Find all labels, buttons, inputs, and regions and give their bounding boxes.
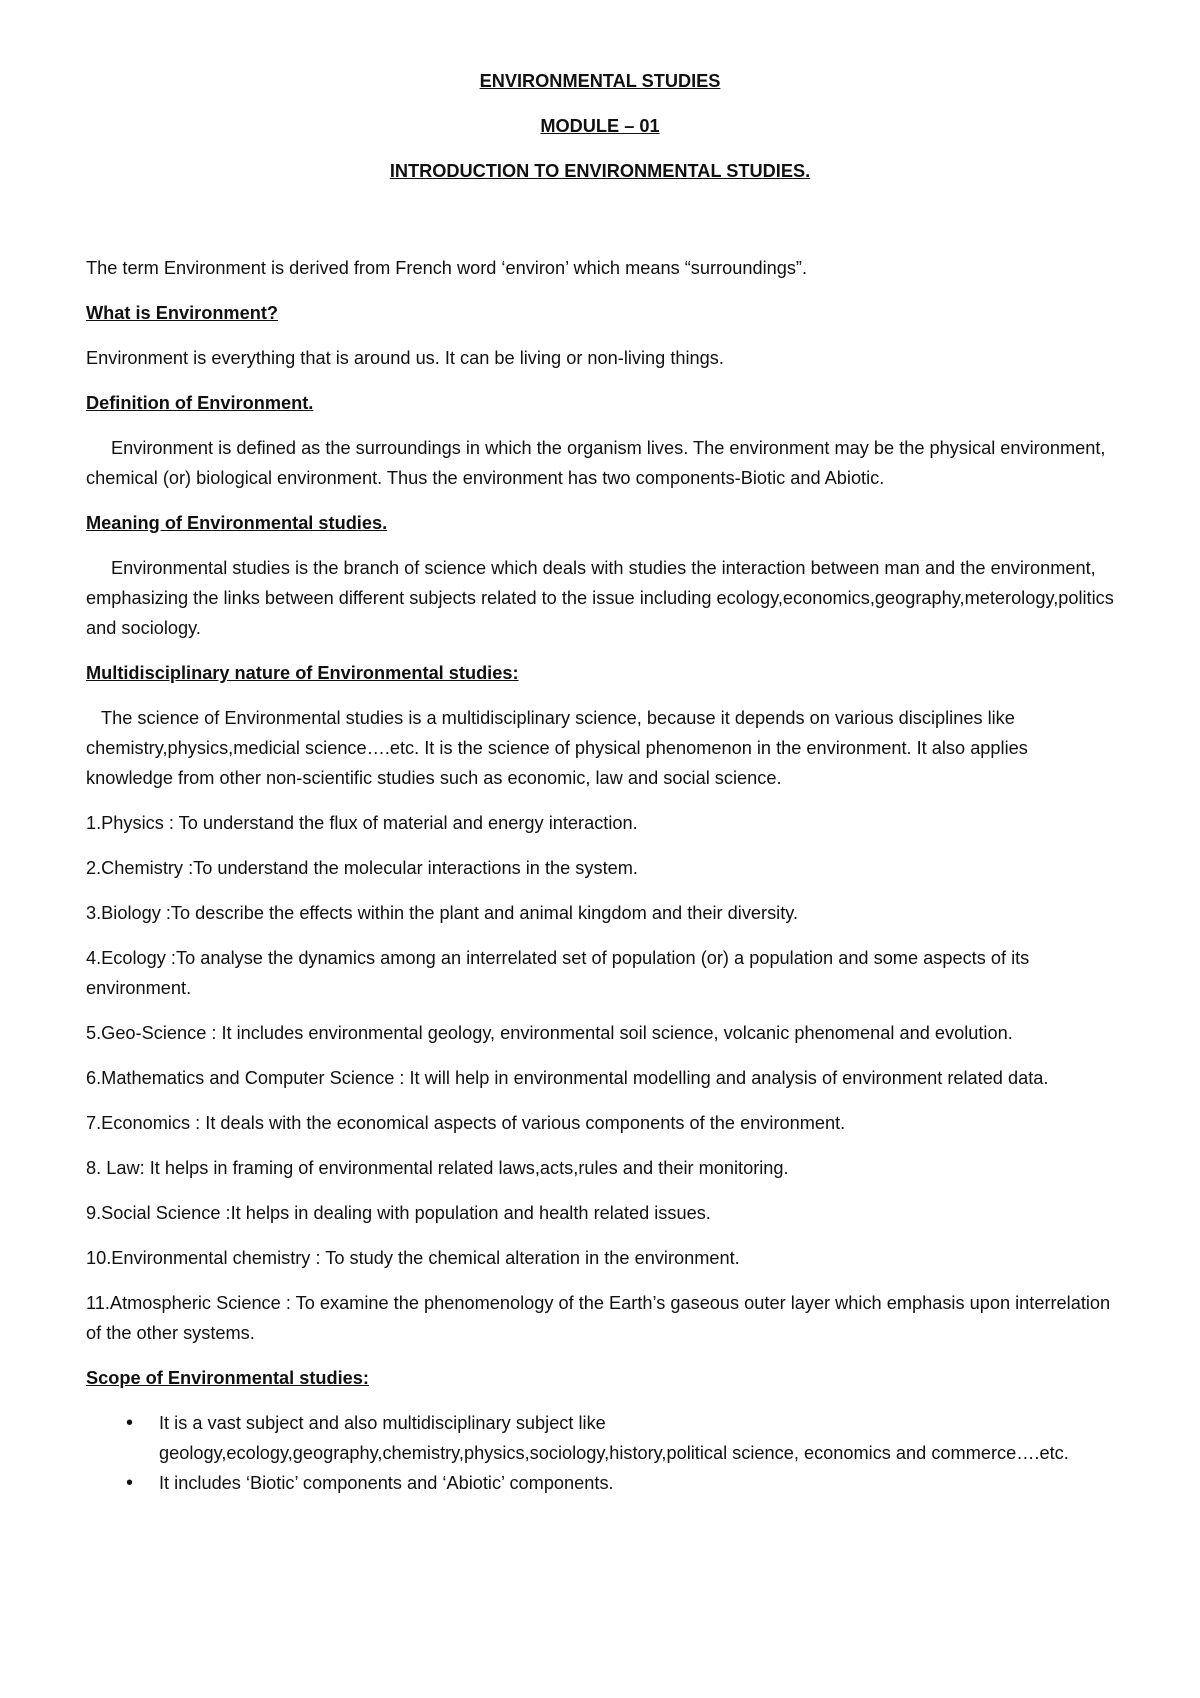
- scope-item-text: It includes ‘Biotic’ components and ‘Abiotic’ components.: [159, 1473, 614, 1493]
- document-title: ENVIRONMENTAL STUDIES: [479, 71, 721, 91]
- scope-heading: Scope of Environmental studies:: [86, 1368, 369, 1388]
- definition-heading: Definition of Environment.: [86, 393, 314, 413]
- discipline-item-law: 8. Law: It helps in framing of environmental related laws,acts,rules and their monitoring.: [86, 1158, 789, 1178]
- multidisciplinary-text: The science of Environmental studies is a multidisciplinary science, because it depends on various disciplines like chemistry,physics,medicial science….etc. It is the science of physical phenomenon in the environment. It also applies knowledge from other non-scientific studies such as economic, law and social science.: [86, 708, 1028, 788]
- discipline-item-chemistry: 2.Chemistry :To understand the molecular interactions in the system.: [86, 858, 638, 878]
- module-title: MODULE – 01: [540, 116, 660, 136]
- intro-paragraph: The term Environment is derived from French word ‘environ’ which means “surroundings”.: [86, 258, 808, 278]
- scope-item-text: It is a vast subject and also multidisciplinary subject like geology,ecology,geography,chemistry,physics,sociology,history,political science, economics and commerce….etc.: [159, 1413, 1069, 1463]
- scope-list: [86, 1408, 1114, 1498]
- meaning-heading: Meaning of Environmental studies.: [86, 513, 388, 533]
- definition-text: Environment is defined as the surroundings in which the organism lives. The environment may be the physical environment, chemical (or) biological environment. Thus the environment has two components-Biotic and Abiotic.: [86, 438, 1106, 488]
- what-is-environment-heading: What is Environment?: [86, 303, 278, 323]
- discipline-item-physics: 1.Physics : To understand the flux of material and energy interaction.: [86, 813, 638, 833]
- discipline-item-social-science: 9.Social Science :It helps in dealing with population and health related issues.: [86, 1203, 711, 1223]
- bullet-icon: •: [126, 1472, 134, 1494]
- discipline-item-environmental-chemistry: 10.Environmental chemistry : To study the chemical alteration in the environment.: [86, 1248, 740, 1268]
- discipline-item-atmospheric-science: 11.Atmospheric Science : To examine the phenomenology of the Earth’s gaseous outer layer which emphasis upon interrelation of the other systems.: [86, 1293, 1111, 1343]
- discipline-item-economics: 7.Economics : It deals with the economical aspects of various components of the environment.: [86, 1113, 846, 1133]
- discipline-item-ecology: 4.Ecology :To analyse the dynamics among an interrelated set of population (or) a population and some aspects of its environment.: [86, 948, 1030, 998]
- discipline-item-biology: 3.Biology :To describe the effects within the plant and animal kingdom and their diversity.: [86, 903, 799, 923]
- bullet-icon: •: [126, 1412, 134, 1434]
- document-titles: [86, 0, 1114, 186]
- scope-list-item: [126, 1408, 1114, 1468]
- discipline-item-geo-science: 5.Geo-Science : It includes environmental geology, environmental soil science, volcanic phenomenal and evolution.: [86, 1023, 1013, 1043]
- multidisciplinary-heading: Multidisciplinary nature of Environmental studies:: [86, 663, 519, 683]
- what-is-environment-text: Environment is everything that is around us. It can be living or non-living things.: [86, 348, 724, 368]
- meaning-text: Environmental studies is the branch of science which deals with studies the interaction between man and the environment, emphasizing the links between different subjects related to the issue including ecology,economics,geography,meterology,politics and sociology.: [86, 558, 1114, 638]
- section-title: INTRODUCTION TO ENVIRONMENTAL STUDIES.: [389, 161, 811, 181]
- discipline-item-mathematics: 6.Mathematics and Computer Science : It will help in environmental modelling and analysis of environment related data.: [86, 1068, 1049, 1088]
- scope-list-item: [126, 1468, 1114, 1498]
